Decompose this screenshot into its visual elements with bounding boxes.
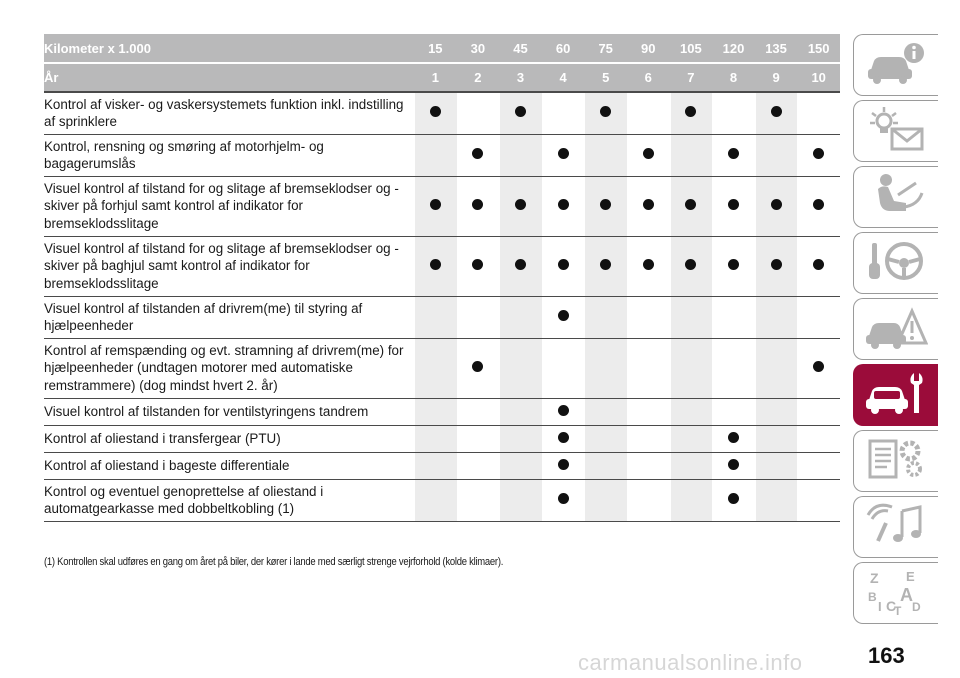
interval-cell [584,338,627,398]
interval-cell [627,92,670,134]
km-value: 135 [755,34,798,63]
interval-cell [542,176,585,236]
spec-sheet-gears-icon [864,435,928,488]
table-row [44,134,840,176]
interval-cell [499,92,542,134]
year-value: 1 [414,63,457,92]
interval-cell [414,236,457,296]
service-dot-icon [558,493,569,504]
interval-cell [627,398,670,425]
km-value: 60 [542,34,585,63]
interval-cell [542,479,585,521]
service-dot-icon [558,432,569,443]
interval-cell [542,236,585,296]
service-dot-icon [728,148,739,159]
interval-cell [499,296,542,338]
svg-text:A: A [900,584,913,605]
service-dot-icon [685,259,696,270]
interval-cell [670,92,713,134]
interval-cell [797,479,840,521]
interval-cell [627,452,670,479]
interval-cell [627,296,670,338]
interval-cell [712,92,755,134]
svg-text:T: T [894,603,902,615]
interval-cell [712,452,755,479]
table-row [44,425,840,452]
year-value: 5 [584,63,627,92]
chapter-tab[interactable] [853,100,938,162]
interval-cell [755,338,798,398]
car-breakdown-warning-icon [864,303,928,356]
chapter-tab[interactable] [853,232,938,294]
service-dot-icon [643,199,654,210]
interval-cell [670,296,713,338]
interval-cell [712,398,755,425]
chapter-tabs [853,34,938,628]
interval-cell [670,425,713,452]
interval-cell [414,92,457,134]
service-dot-icon [728,459,739,470]
service-dot-icon [728,432,739,443]
km-value: 120 [712,34,755,63]
interval-cell [670,479,713,521]
interval-cell [797,398,840,425]
interval-cell [797,425,840,452]
year-value: 3 [499,63,542,92]
table-row [44,452,840,479]
interval-cell [670,452,713,479]
service-dot-icon [813,199,824,210]
car-info-icon [864,39,928,92]
interval-cell [414,176,457,236]
svg-text:B: B [868,589,877,604]
interval-cell [670,338,713,398]
km-value: 150 [797,34,840,63]
km-value: 105 [670,34,713,63]
interval-cell [542,134,585,176]
watermark: carmanualsonline.info [578,650,803,675]
interval-cell [542,452,585,479]
service-dot-icon [558,199,569,210]
km-value: 30 [457,34,500,63]
chapter-tab[interactable] [853,34,938,96]
service-dot-icon [771,259,782,270]
year-value: 10 [797,63,840,92]
service-item-text: Visuel kontrol af tilstanden for ventilstyringens tandrem [44,398,414,425]
interval-cell [542,296,585,338]
service-dot-icon [728,199,739,210]
interval-cell [584,296,627,338]
service-item-text: Visuel kontrol af tilstand for og slitage af bremseklodser og -skiver på baghjul samt kontrol af indikator for bremseklodsslitage [44,236,414,296]
interval-cell [627,338,670,398]
service-item-text: Visuel kontrol af tilstand for og slitage af bremseklodser og -skiver på forhjul samt kontrol af indikator for bremseklodsslitage [44,176,414,236]
service-dot-icon [771,199,782,210]
schedule-body [44,92,840,521]
interval-cell [457,92,500,134]
interval-cell [499,452,542,479]
svg-text:Z: Z [870,569,879,586]
interval-cell [457,338,500,398]
interval-cell [670,176,713,236]
interval-cell [755,479,798,521]
service-dot-icon [472,199,483,210]
chapter-tab[interactable] [853,430,938,492]
interval-cell [797,452,840,479]
table-row [44,398,840,425]
interval-cell [457,236,500,296]
chapter-tab[interactable] [853,496,938,558]
service-dot-icon [472,259,483,270]
interval-cell [584,236,627,296]
service-item-text: Kontrol og eventuel genoprettelse af oliestand i automatgearkasse med dobbeltkobling (1) [44,479,414,521]
service-dot-icon [558,148,569,159]
interval-cell [457,176,500,236]
interval-cell [712,236,755,296]
interval-cell [414,452,457,479]
interval-cell [542,92,585,134]
service-item-text: Kontrol af oliestand i transfergear (PTU) [44,425,414,452]
svg-text:I: I [878,598,882,614]
service-dot-icon [558,459,569,470]
interval-cell [712,134,755,176]
interval-cell [670,134,713,176]
interval-cell [499,338,542,398]
service-dot-icon [728,259,739,270]
service-dot-icon [813,361,824,372]
chapter-tab[interactable] [853,298,938,360]
km-header-row [44,34,840,63]
svg-text:C: C [886,597,897,614]
service-dot-icon [600,106,611,117]
interval-cell [797,236,840,296]
year-header-row [44,63,840,92]
service-dot-icon [558,259,569,270]
interval-cell [542,338,585,398]
year-value: 4 [542,63,585,92]
interval-cell [457,398,500,425]
service-dot-icon [643,148,654,159]
multimedia-music-icon [864,501,928,554]
interval-cell [414,296,457,338]
interval-cell [797,134,840,176]
table-row [44,479,840,521]
interval-cell [712,296,755,338]
service-dot-icon [600,199,611,210]
km-value: 15 [414,34,457,63]
service-dot-icon [430,259,441,270]
service-dot-icon [430,199,441,210]
interval-cell [584,176,627,236]
service-dot-icon [515,199,526,210]
chapter-tab[interactable] [853,562,938,624]
car-wrench-icon [864,369,928,422]
service-dot-icon [813,259,824,270]
year-value: 7 [670,63,713,92]
service-dot-icon [558,310,569,321]
interval-cell [755,398,798,425]
interval-cell [627,176,670,236]
table-row [44,338,840,398]
interval-cell [414,479,457,521]
interval-cell [499,425,542,452]
service-dot-icon [643,259,654,270]
interval-cell [542,398,585,425]
service-dot-icon [600,259,611,270]
year-value: 9 [755,63,798,92]
km-value: 75 [584,34,627,63]
interval-cell [627,236,670,296]
service-item-text: Kontrol af remspænding og evt. stramning af drivrem(me) for hjælpeenheder (undtagen motorer med automatiske remstrammere) (dog mindst hvert 2. år) [44,338,414,398]
service-dot-icon [515,259,526,270]
interval-cell [584,398,627,425]
interval-cell [670,236,713,296]
service-dot-icon [685,106,696,117]
interval-cell [457,452,500,479]
service-dot-icon [472,361,483,372]
interval-cell [670,398,713,425]
year-value: 8 [712,63,755,92]
interval-cell [499,134,542,176]
chapter-tab[interactable] [853,364,938,426]
svg-text:D: D [912,599,921,614]
table-row [44,92,840,134]
table-row [44,236,840,296]
interval-cell [414,398,457,425]
interval-cell [712,176,755,236]
year-value: 2 [457,63,500,92]
interval-cell [457,296,500,338]
year-header-label: År [44,63,414,92]
service-dot-icon [558,405,569,416]
km-value: 45 [499,34,542,63]
seat-airbag-icon [864,171,928,224]
interval-cell [755,452,798,479]
service-dot-icon [771,106,782,117]
interval-cell [584,479,627,521]
service-dot-icon [685,199,696,210]
footnote: (1) Kontrollen skal udføres en gang om året på biler, der kører i lande med særligt strenge vejrforhold (kolde klimaer). [44,556,504,568]
interval-cell [712,425,755,452]
year-value: 6 [627,63,670,92]
interval-cell [414,338,457,398]
interval-cell [499,479,542,521]
interval-cell [755,134,798,176]
interval-cell [499,176,542,236]
service-dot-icon [813,148,824,159]
interval-cell [797,338,840,398]
interval-cell [755,425,798,452]
service-dot-icon [728,493,739,504]
interval-cell [584,134,627,176]
service-dot-icon [472,148,483,159]
interval-cell [499,236,542,296]
svg-text:E: E [906,568,915,584]
interval-cell [584,452,627,479]
maintenance-schedule-table [44,34,840,522]
interval-cell [542,425,585,452]
interval-cell [457,479,500,521]
interval-cell [584,92,627,134]
warning-lights-message-icon [864,105,928,158]
interval-cell [712,338,755,398]
chapter-tab[interactable] [853,166,938,228]
table-row [44,176,840,236]
service-item-text: Kontrol af oliestand i bageste differentiale [44,452,414,479]
interval-cell [755,296,798,338]
service-dot-icon [430,106,441,117]
interval-cell [584,425,627,452]
interval-cell [755,176,798,236]
interval-cell [627,425,670,452]
interval-cell [627,479,670,521]
interval-cell [627,134,670,176]
interval-cell [499,398,542,425]
service-item-text: Kontrol, rensning og smøring af motorhjelm- og bagagerumslås [44,134,414,176]
service-dot-icon [515,106,526,117]
interval-cell [755,236,798,296]
interval-cell [414,425,457,452]
page-number: 163 [868,643,905,668]
km-value: 90 [627,34,670,63]
interval-cell [712,479,755,521]
interval-cell [797,176,840,236]
service-item-text: Kontrol af visker- og vaskersystemets funktion inkl. indstilling af sprinklere [44,92,414,134]
interval-cell [457,425,500,452]
interval-cell [797,92,840,134]
interval-cell [755,92,798,134]
key-steering-wheel-icon [864,237,928,290]
interval-cell [797,296,840,338]
table-row [44,296,840,338]
interval-cell [414,134,457,176]
service-item-text: Visuel kontrol af tilstanden af drivrem(me) til styring af hjælpeenheder [44,296,414,338]
interval-cell [457,134,500,176]
km-header-label: Kilometer x 1.000 [44,34,414,63]
alphabetical-index-icon [864,567,928,620]
